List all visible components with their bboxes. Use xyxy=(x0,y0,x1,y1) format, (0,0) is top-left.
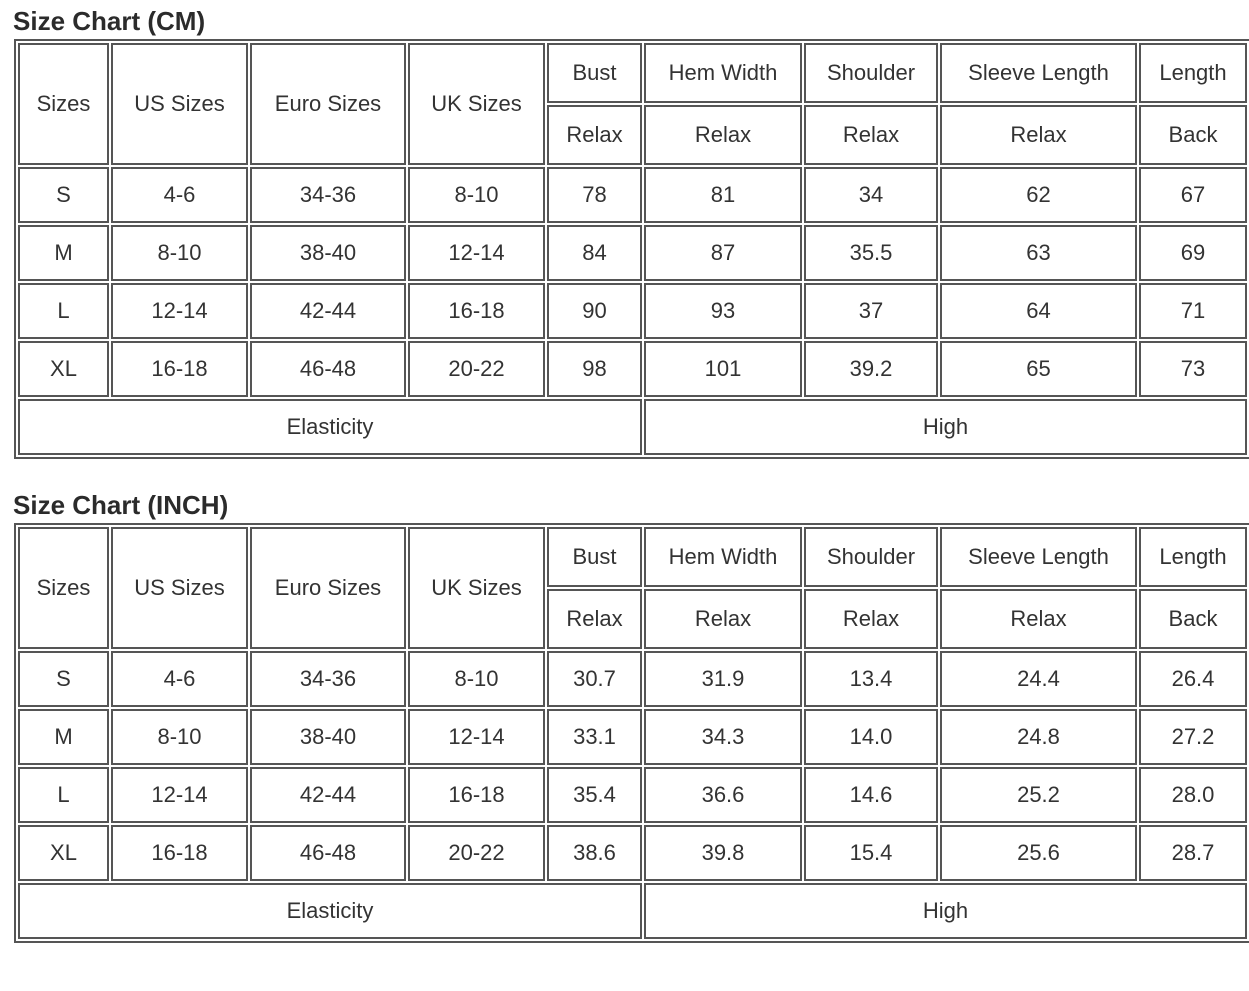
length-cell: 28.0 xyxy=(1139,767,1247,823)
size-cell: M xyxy=(18,225,109,281)
length-cell: 73 xyxy=(1139,341,1247,397)
euro-size-cell: 34-36 xyxy=(250,651,406,707)
elasticity-value: High xyxy=(644,399,1247,455)
table-row xyxy=(18,825,1247,881)
uk-size-cell: 20-22 xyxy=(408,825,545,881)
size-chart-inch-table xyxy=(14,523,1249,943)
euro-size-cell: 38-40 xyxy=(250,709,406,765)
subheader-sleeve-length: Relax xyxy=(940,589,1137,649)
header-shoulder: Shoulder xyxy=(804,43,938,103)
subheader-hem-width: Relax xyxy=(644,105,802,165)
header-sleeve-length: Sleeve Length xyxy=(940,43,1137,103)
size-cell: M xyxy=(18,709,109,765)
euro-size-cell: 46-48 xyxy=(250,341,406,397)
size-cell: L xyxy=(18,767,109,823)
hem-width-cell: 34.3 xyxy=(644,709,802,765)
header-hem-width: Hem Width xyxy=(644,527,802,587)
us-size-cell: 12-14 xyxy=(111,767,248,823)
uk-size-cell: 12-14 xyxy=(408,225,545,281)
sleeve-length-cell: 64 xyxy=(940,283,1137,339)
table-row xyxy=(18,225,1247,281)
length-cell: 71 xyxy=(1139,283,1247,339)
header-us-sizes: US Sizes xyxy=(111,43,248,165)
bust-cell: 30.7 xyxy=(547,651,642,707)
uk-size-cell: 8-10 xyxy=(408,167,545,223)
size-chart-inch-title: Size Chart (INCH) xyxy=(13,490,229,520)
header-row xyxy=(18,43,1247,103)
us-size-cell: 16-18 xyxy=(111,825,248,881)
us-size-cell: 16-18 xyxy=(111,341,248,397)
header-length: Length xyxy=(1139,527,1247,587)
size-chart-cm-table xyxy=(14,39,1249,459)
hem-width-cell: 31.9 xyxy=(644,651,802,707)
us-size-cell: 12-14 xyxy=(111,283,248,339)
table-row xyxy=(18,709,1247,765)
subheader-bust: Relax xyxy=(547,589,642,649)
uk-size-cell: 12-14 xyxy=(408,709,545,765)
header-us-sizes: US Sizes xyxy=(111,527,248,649)
subheader-sleeve-length: Relax xyxy=(940,105,1137,165)
euro-size-cell: 42-44 xyxy=(250,767,406,823)
header-uk-sizes: UK Sizes xyxy=(408,43,545,165)
elasticity-label: Elasticity xyxy=(18,883,642,939)
bust-cell: 78 xyxy=(547,167,642,223)
table-row xyxy=(18,283,1247,339)
length-cell: 28.7 xyxy=(1139,825,1247,881)
table-row xyxy=(18,767,1247,823)
size-cell: XL xyxy=(18,825,109,881)
subheader-shoulder: Relax xyxy=(804,589,938,649)
bust-cell: 84 xyxy=(547,225,642,281)
footer-row xyxy=(18,399,1247,455)
header-sleeve-length: Sleeve Length xyxy=(940,527,1137,587)
shoulder-cell: 14.0 xyxy=(804,709,938,765)
uk-size-cell: 20-22 xyxy=(408,341,545,397)
size-cell: S xyxy=(18,651,109,707)
header-uk-sizes: UK Sizes xyxy=(408,527,545,649)
bust-cell: 38.6 xyxy=(547,825,642,881)
length-cell: 27.2 xyxy=(1139,709,1247,765)
hem-width-cell: 87 xyxy=(644,225,802,281)
shoulder-cell: 34 xyxy=(804,167,938,223)
header-sizes: Sizes xyxy=(18,43,109,165)
sleeve-length-cell: 24.8 xyxy=(940,709,1137,765)
elasticity-value: High xyxy=(644,883,1247,939)
euro-size-cell: 42-44 xyxy=(250,283,406,339)
size-cell: XL xyxy=(18,341,109,397)
shoulder-cell: 37 xyxy=(804,283,938,339)
header-bust: Bust xyxy=(547,43,642,103)
header-euro-sizes: Euro Sizes xyxy=(250,43,406,165)
uk-size-cell: 8-10 xyxy=(408,651,545,707)
shoulder-cell: 39.2 xyxy=(804,341,938,397)
sleeve-length-cell: 24.4 xyxy=(940,651,1137,707)
bust-cell: 90 xyxy=(547,283,642,339)
size-cell: L xyxy=(18,283,109,339)
subheader-shoulder: Relax xyxy=(804,105,938,165)
header-row xyxy=(18,527,1247,587)
header-length: Length xyxy=(1139,43,1247,103)
shoulder-cell: 35.5 xyxy=(804,225,938,281)
euro-size-cell: 38-40 xyxy=(250,225,406,281)
subheader-hem-width: Relax xyxy=(644,589,802,649)
uk-size-cell: 16-18 xyxy=(408,283,545,339)
elasticity-label: Elasticity xyxy=(18,399,642,455)
footer-row xyxy=(18,883,1247,939)
euro-size-cell: 46-48 xyxy=(250,825,406,881)
shoulder-cell: 14.6 xyxy=(804,767,938,823)
header-shoulder: Shoulder xyxy=(804,527,938,587)
size-cell: S xyxy=(18,167,109,223)
length-cell: 69 xyxy=(1139,225,1247,281)
subheader-bust: Relax xyxy=(547,105,642,165)
euro-size-cell: 34-36 xyxy=(250,167,406,223)
hem-width-cell: 93 xyxy=(644,283,802,339)
header-euro-sizes: Euro Sizes xyxy=(250,527,406,649)
sleeve-length-cell: 62 xyxy=(940,167,1137,223)
uk-size-cell: 16-18 xyxy=(408,767,545,823)
hem-width-cell: 101 xyxy=(644,341,802,397)
sleeve-length-cell: 25.2 xyxy=(940,767,1137,823)
subheader-length: Back xyxy=(1139,589,1247,649)
size-chart-cm-title: Size Chart (CM) xyxy=(13,6,206,36)
table-row xyxy=(18,341,1247,397)
bust-cell: 33.1 xyxy=(547,709,642,765)
header-bust: Bust xyxy=(547,527,642,587)
us-size-cell: 4-6 xyxy=(111,651,248,707)
table-row xyxy=(18,651,1247,707)
length-cell: 67 xyxy=(1139,167,1247,223)
sleeve-length-cell: 65 xyxy=(940,341,1137,397)
header-sizes: Sizes xyxy=(18,527,109,649)
sleeve-length-cell: 25.6 xyxy=(940,825,1137,881)
shoulder-cell: 15.4 xyxy=(804,825,938,881)
subheader-length: Back xyxy=(1139,105,1247,165)
us-size-cell: 8-10 xyxy=(111,225,248,281)
hem-width-cell: 36.6 xyxy=(644,767,802,823)
us-size-cell: 8-10 xyxy=(111,709,248,765)
table-row xyxy=(18,167,1247,223)
hem-width-cell: 81 xyxy=(644,167,802,223)
bust-cell: 35.4 xyxy=(547,767,642,823)
hem-width-cell: 39.8 xyxy=(644,825,802,881)
header-hem-width: Hem Width xyxy=(644,43,802,103)
length-cell: 26.4 xyxy=(1139,651,1247,707)
sleeve-length-cell: 63 xyxy=(940,225,1137,281)
bust-cell: 98 xyxy=(547,341,642,397)
us-size-cell: 4-6 xyxy=(111,167,248,223)
shoulder-cell: 13.4 xyxy=(804,651,938,707)
